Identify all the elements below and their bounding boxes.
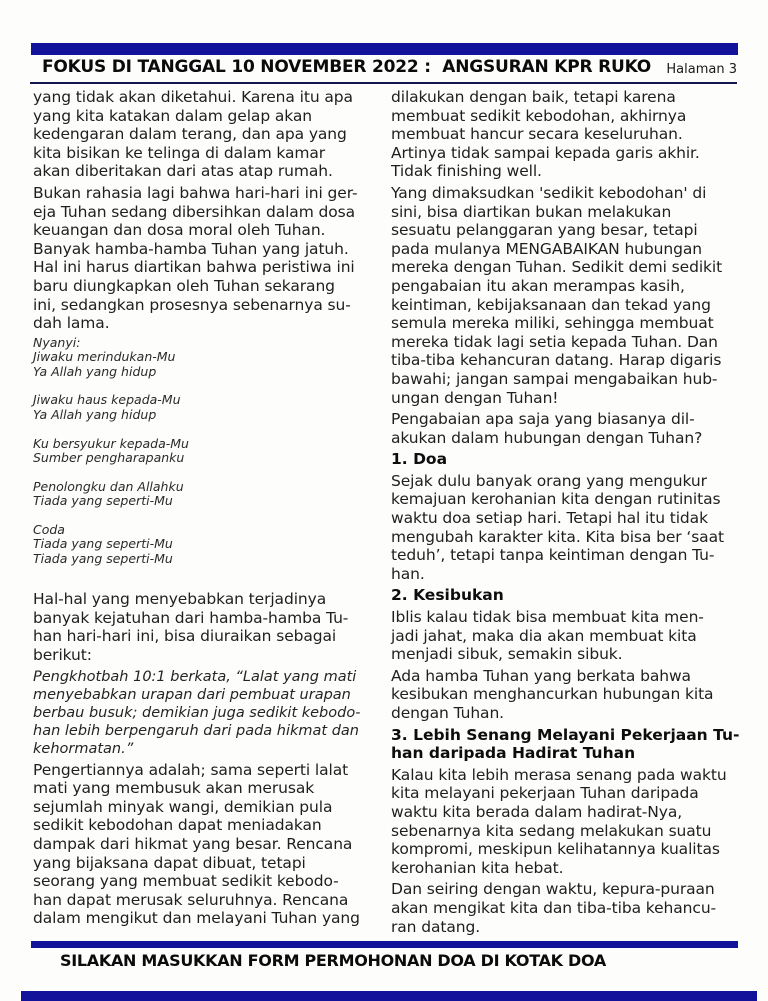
text-line: Ya Allah yang hidup [33, 406, 157, 422]
section-heading [391, 726, 739, 763]
text-line: han daripada Hadirat Tuhan [391, 744, 636, 763]
article-body [33, 88, 739, 939]
text-line: Nyanyi: [33, 334, 81, 350]
text-line: Ya Allah yang hidup [33, 363, 157, 379]
text-line: dengan Tuhan. [391, 704, 504, 722]
paragraph [391, 410, 739, 447]
text-line: kompromi, meskipun kelihatannya kualitas [391, 840, 720, 859]
text-line: Coda [33, 522, 65, 537]
text-line: sini, bisa diartikan bukan melakukan [391, 202, 672, 221]
text-line: ran datang. [391, 917, 481, 936]
text-line: sesuatu pelanggaran yang besar, tetapi [391, 221, 698, 240]
text-line: pengabaian itu akan merampas kasih, [391, 276, 685, 295]
text-line: kita melayani pekerjaan Tuhan daripada [391, 784, 699, 803]
text-line: membuat sedikit kebodohan, akhirnya [391, 106, 687, 125]
section-heading [391, 450, 739, 469]
text-line: Dan seiring dengan waktu, kepura-puraan [391, 880, 715, 899]
text-line: Kalau kita lebih merasa senang pada waktu [391, 765, 727, 784]
text-line: sejumlah minyak wangi, demikian pula [33, 797, 333, 816]
text-line: Hal-hal yang menyebabkan terjadinya [33, 590, 327, 609]
footer-announcement: SILAKAN MASUKKAN FORM PERMOHONAN DOA DI KOTAK DOA [60, 951, 606, 970]
text-line: baru diungkapkan oleh Tuhan sekarang [33, 276, 335, 295]
text-line: Ada hamba Tuhan yang berkata bahwa [391, 666, 691, 685]
text-line: dampak dari hikmat yang besar. Rencana [33, 834, 353, 853]
text-line: menyebabkan urapan dari pembuat urapan [33, 686, 351, 703]
text-line: sebenarnya kita sedang melakukan suatu [391, 821, 712, 840]
text-line: Pengabaian apa saja yang biasanya dil- [391, 410, 695, 429]
song-verse [33, 336, 375, 567]
text-line: Tiada yang seperti-Mu [33, 550, 173, 566]
text-line: Artinya tidak sampai kepada garis akhir. [391, 143, 700, 162]
text-line [33, 379, 375, 393]
paragraph [391, 766, 739, 878]
text-line [33, 465, 375, 479]
text-line: kita bisikan ke telinga di dalam kamar [33, 143, 326, 162]
text-line: menjadi sibuk, semakin sibuk. [391, 645, 623, 664]
paragraph [391, 608, 739, 664]
scripture-quote [33, 668, 375, 758]
footer-blue-bar-upper [31, 941, 738, 948]
paragraph [33, 184, 375, 333]
text-line: dalam mengikut dan melayani Tuhan yang [33, 909, 360, 928]
text-line [33, 509, 375, 523]
paragraph [33, 88, 375, 181]
footer-blue-bar-lower [21, 991, 757, 1001]
text-line: Tidak finishing well. [391, 162, 542, 181]
text-line: Sejak dulu banyak orang yang mengukur [391, 471, 707, 490]
text-line: han dapat merusak seluruhnya. Rencana [33, 890, 349, 909]
text-line: seorang yang membuat sedikit kebodo- [33, 872, 339, 891]
text-line: waktu doa setiap hari. Tetapi hal itu tidak [391, 509, 708, 528]
text-line: yang tidak akan diketahui. Karena itu apa [33, 88, 353, 106]
text-line: ini, sedangkan prosesnya sebenarnya su- [33, 295, 351, 314]
text-line: kedengaran dalam terang, dan apa yang [33, 125, 347, 144]
text-line: Banyak hamba-hamba Tuhan yang jatuh. [33, 239, 349, 258]
text-line: Tiada yang seperti-Mu [33, 493, 173, 509]
left-column [33, 88, 375, 939]
top-blue-bar [31, 43, 738, 55]
paragraph [391, 880, 739, 936]
text-line: yang bijaksana dapat dibuat, tetapi [33, 853, 306, 872]
text-line: mereka tidak lagi setia kepada Tuhan. Dan [391, 332, 718, 351]
text-line: eja Tuhan sedang dibersihkan dalam dosa [33, 202, 356, 221]
text-line: 3. Lebih Senang Melayani Pekerjaan Tu- [391, 725, 740, 744]
text-line: kerohanian kita hebat. [391, 858, 564, 877]
text-line: Bukan rahasia lagi bahwa hari-hari ini ger- [33, 183, 358, 202]
text-line: membuat hancur secara keseluruhan. [391, 125, 683, 144]
page-number: Halaman 3 [666, 62, 737, 77]
text-line: bawahi; jangan sampai mengabaikan hub- [391, 369, 718, 388]
text-line: Jiwaku merindukan-Mu [33, 349, 176, 365]
text-line: Iblis kalau tidak bisa membuat kita men- [391, 608, 704, 627]
right-column [391, 88, 739, 939]
text-line: han hari-hari ini, bisa diuraikan sebagai [33, 627, 337, 646]
text-line: waktu kita berada dalam hadirat-Nya, [391, 802, 683, 821]
text-line: Yang dimaksudkan 'sedikit kebodohan' di [391, 183, 707, 202]
text-line: akan mengikat kita dan tiba-tiba kehancu- [391, 898, 717, 917]
text-line: 2. Kesibukan [391, 586, 504, 605]
text-line: dilakukan dengan baik, tetapi karena [391, 88, 676, 106]
text-line: mengubah karakter kita. Kita bisa ber ‘saat [391, 527, 724, 546]
paragraph [391, 184, 739, 407]
text-line: 1. Doa [391, 450, 448, 469]
text-line: semula mereka miliki, sehingga membuat [391, 314, 714, 333]
paragraph [391, 472, 739, 584]
text-line: jadi jahat, maka dia akan membuat kita [391, 626, 697, 645]
text-line: Pengertiannya adalah; sama seperti lalat [33, 760, 349, 779]
text-line [33, 422, 375, 436]
text-line: Ku bersyukur kepada-Mu [33, 435, 189, 451]
text-line: keuangan dan dosa moral oleh Tuhan. [33, 221, 326, 240]
text-line: han. [391, 564, 425, 583]
text-line: Hal ini harus diartikan bahwa peristiwa ini [33, 258, 355, 277]
text-line: Sumber pengharapanku [33, 449, 185, 465]
text-line: mati yang membusuk akan merusak [33, 779, 315, 798]
text-line: pada mulanya MENGABAIKAN hubungan [391, 239, 702, 258]
text-line: berbau busuk; demikian juga sedikit kebodo- [33, 704, 361, 721]
text-line: teduh’, tetapi tanpa keintiman dengan Tu- [391, 546, 715, 565]
text-line: tiba-tiba kehancuran datang. Harap digaris [391, 351, 722, 370]
paragraph [33, 590, 375, 664]
paragraph [391, 88, 739, 181]
paragraph [391, 667, 739, 723]
text-line: Jiwaku haus kepada-Mu [33, 392, 181, 408]
text-line: keintiman, kebijaksanaan dan tekad yang [391, 295, 711, 314]
section-heading [391, 586, 739, 605]
text-line: akan diberitakan dari atas atap rumah. [33, 162, 333, 181]
text-line: ungan dengan Tuhan! [391, 388, 559, 407]
text-line: kemajuan kerohanian kita dengan rutinitas [391, 490, 721, 509]
text-line: han lebih berpengaruh dari pada hikmat dan [33, 722, 359, 739]
text-line: dah lama. [33, 314, 110, 333]
text-line: mereka dengan Tuhan. Sedikit demi sedikit [391, 258, 723, 277]
text-line: akukan dalam hubungan dengan Tuhan? [391, 428, 703, 447]
text-line: kehormatan.” [33, 740, 134, 757]
text-line: Pengkhotbah 10:1 berkata, “Lalat yang mati [33, 668, 357, 685]
text-line: Tiada yang seperti-Mu [33, 536, 173, 552]
text-line: banyak kejatuhan dari hamba-hamba Tu- [33, 608, 349, 627]
text-line: kesibukan menghancurkan hubungan kita [391, 685, 714, 704]
text-line: sedikit kebodohan dapat meniadakan [33, 816, 322, 835]
text-line: berikut: [33, 646, 92, 664]
text-line: yang kita katakan dalam gelap akan [33, 106, 313, 125]
text-line: Penolongku dan Allahku [33, 478, 184, 494]
paragraph [33, 761, 375, 928]
header-divider-rule [30, 82, 737, 84]
page-title: FOKUS DI TANGGAL 10 NOVEMBER 2022 : ANGSURAN KPR RUKO [42, 57, 652, 77]
